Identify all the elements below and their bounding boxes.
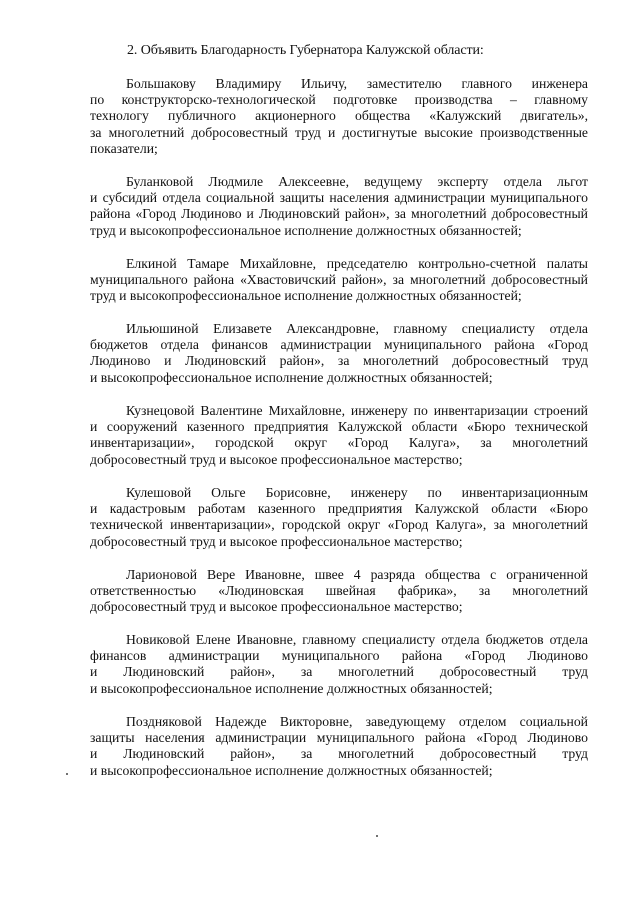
paragraph-line: бюджетов отдела финансов администрации муниципального района «Город <box>90 337 588 353</box>
paragraph-line: Новиковой Елене Ивановне, главному специалисту отдела бюджетов отдела <box>126 632 588 647</box>
paragraph-line: защиты населения администрации муниципального района «Город Людиново <box>90 730 588 746</box>
paragraph-line: по конструкторско-технологической подготовке производства – главному <box>90 92 588 108</box>
paragraph-line: и Людиновский район», за многолетний добросовестный труд <box>90 664 588 680</box>
paragraph-line: ответственностью «Людиновская швейная фабрика», за многолетний <box>90 583 588 599</box>
award-paragraph <box>90 321 588 386</box>
award-paragraph <box>90 403 588 468</box>
award-paragraph <box>90 714 588 779</box>
paragraph-line: и субсидий отдела социальной защиты населения администрации муниципального <box>90 190 588 206</box>
paragraph-line: и высокопрофессиональное исполнение должностных обязанностей; <box>90 680 493 696</box>
paragraph-line: труд и высокопрофессиональное исполнение должностных обязанностей; <box>90 288 522 304</box>
paragraph-line: и высокопрофессиональное исполнение должностных обязанностей; <box>90 369 493 385</box>
paragraph-line: и сооружений казенного предприятия Калужской области «Бюро технической <box>90 419 588 435</box>
paragraph-line: инвентаризации», городской округ «Город Калуга», за многолетний <box>90 435 588 451</box>
paragraph-line: муниципального района «Хвастовичский район», за многолетний добросовестный <box>90 272 588 288</box>
paragraph-line: и Людиновский район», за многолетний добросовестный труд <box>90 746 588 762</box>
paragraph-line: финансов администрации муниципального района «Город Людиново <box>90 648 588 664</box>
award-paragraph <box>90 76 588 157</box>
paragraph-line: технологу публичного акционерного общества «Калужский двигатель», <box>90 108 588 124</box>
paragraph-line: добросовестный труд и высокое профессиональное мастерство; <box>90 599 463 615</box>
paragraph-line: добросовестный труд и высокое профессиональное мастерство; <box>90 451 463 467</box>
paragraph-line: показатели; <box>90 140 158 156</box>
paragraph-line: Кулешовой Ольге Борисовне, инженеру по инвентаризационным <box>126 485 588 500</box>
paragraph-line: за многолетний добросовестный труд и достигнутые высокие производственные <box>90 124 588 140</box>
paragraph-line: района «Город Людиново и Людиновский район», за многолетний добросовестный <box>90 206 588 222</box>
award-paragraph <box>90 256 588 305</box>
paragraph-line: и кадастровым работам казенного предприятия Калужской области «Бюро <box>90 501 588 517</box>
paragraph-line: Людиново и Людиновский район», за многолетний добросовестный труд <box>90 353 588 369</box>
award-paragraph <box>90 485 588 550</box>
paragraph-line: добросовестный труд и высокое профессиональное мастерство; <box>90 533 463 549</box>
paragraph-line: Буланковой Людмиле Алексеевне, ведущему эксперту отдела льгот <box>126 174 588 189</box>
award-paragraph <box>90 174 588 239</box>
award-paragraph <box>90 632 588 697</box>
paragraph-line: Ильюшиной Елизавете Александровне, главному специалисту отдела <box>126 321 588 336</box>
paragraph-line: Елкиной Тамаре Михайловне, председателю контрольно-счетной палаты <box>126 256 588 271</box>
paragraph-line: Поздняковой Надежде Викторовне, заведующему отделом социальной <box>126 714 588 729</box>
paragraph-line: труд и высокопрофессиональное исполнение должностных обязанностей; <box>90 222 522 238</box>
award-paragraph <box>90 567 588 616</box>
paragraph-line: и высокопрофессиональное исполнение должностных обязанностей; <box>90 762 493 778</box>
paragraph-line: технической инвентаризации», городской округ «Город Калуга», за многолетний <box>90 517 588 533</box>
scan-speck <box>376 835 378 837</box>
paragraph-line: Кузнецовой Валентине Михайловне, инженеру по инвентаризации строений <box>126 403 588 418</box>
scan-speck <box>66 773 68 775</box>
paragraph-line: Ларионовой Вере Ивановне, швее 4 разряда общества с ограниченной <box>126 567 588 582</box>
section-heading: 2. Объявить Благодарность Губернатора Калужской области: <box>127 43 484 58</box>
paragraph-line: Большакову Владимиру Ильичу, заместителю главного инженера <box>126 76 588 91</box>
